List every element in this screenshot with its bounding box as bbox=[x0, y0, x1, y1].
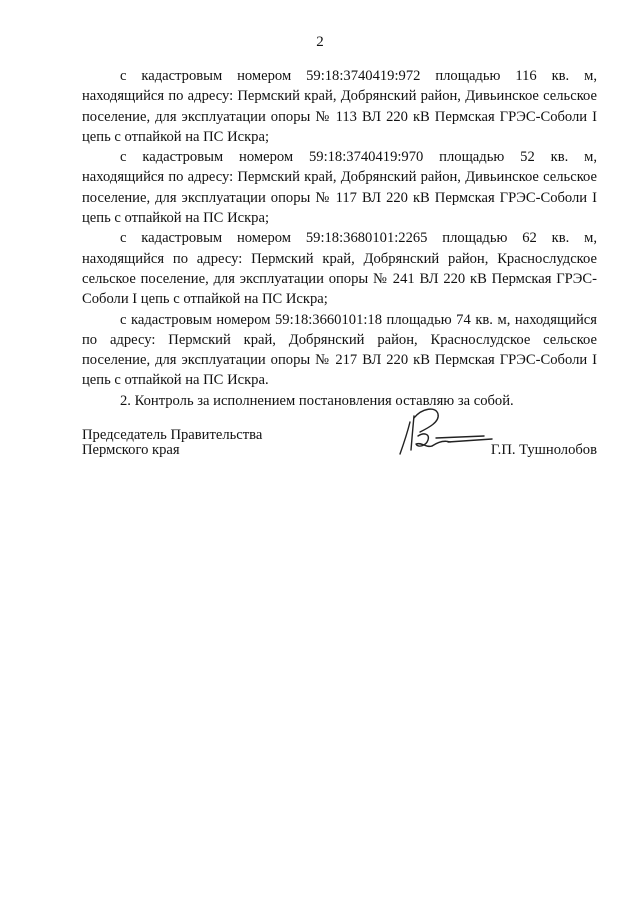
paragraph-control-clause: 2. Контроль за исполнением постановления оставляю за собой. bbox=[120, 392, 514, 409]
paragraph-parcel-2: с кадастровым номером 59:18:3740419:970 площадью 52 кв. м, находящийся по адресу: Пермский край, Добрянский район, Дивьинское сельское поселение, для эксплуатации опоры № 117 ВЛ 220 кВ Пермская ГРЭС-Соболи I цепь с отпайкой на ПС Искра; bbox=[82, 149, 597, 227]
signer-title-line-2: Пермского края bbox=[82, 442, 180, 458]
page-number: 2 bbox=[316, 34, 324, 50]
handwritten-signature bbox=[392, 402, 502, 464]
signature-block bbox=[82, 428, 597, 468]
document-body bbox=[82, 66, 597, 411]
paragraph-parcel-1: с кадастровым номером 59:18:3740419:972 площадью 116 кв. м, находящийся по адресу: Пермский край, Добрянский район, Дивьинское сельское поселение, для эксплуатации опоры № 113 ВЛ 220 кВ Пермская ГРЭС-Соболи I цепь с отпайкой на ПС Искра; bbox=[82, 68, 597, 145]
paragraph-parcel-4: с кадастровым номером 59:18:3660101:18 площадью 74 кв. м, находящийся по адресу: Пермский край, Добрянский район, Краснослудское сельское поселение, для эксплуатации опоры № 217 ВЛ 220 кВ Пермская ГРЭС-Соболи I цепь с отпайкой на ПС Искра. bbox=[82, 311, 597, 389]
signer-name: Г.П. Тушнолобов bbox=[490, 442, 597, 458]
paragraph-parcel-3: с кадастровым номером 59:18:3680101:2265 площадью 62 кв. м, находящийся по адресу: Пермский край, Добрянский район, Краснослудское сельское поселение, для эксплуатации опоры № 241 ВЛ 220 кВ Пермская ГРЭС-Соболи I цепь с отпайкой на ПС Искра; bbox=[82, 230, 597, 308]
signer-title bbox=[82, 428, 262, 458]
signer-title-line-1: Председатель Правительства bbox=[82, 427, 263, 443]
